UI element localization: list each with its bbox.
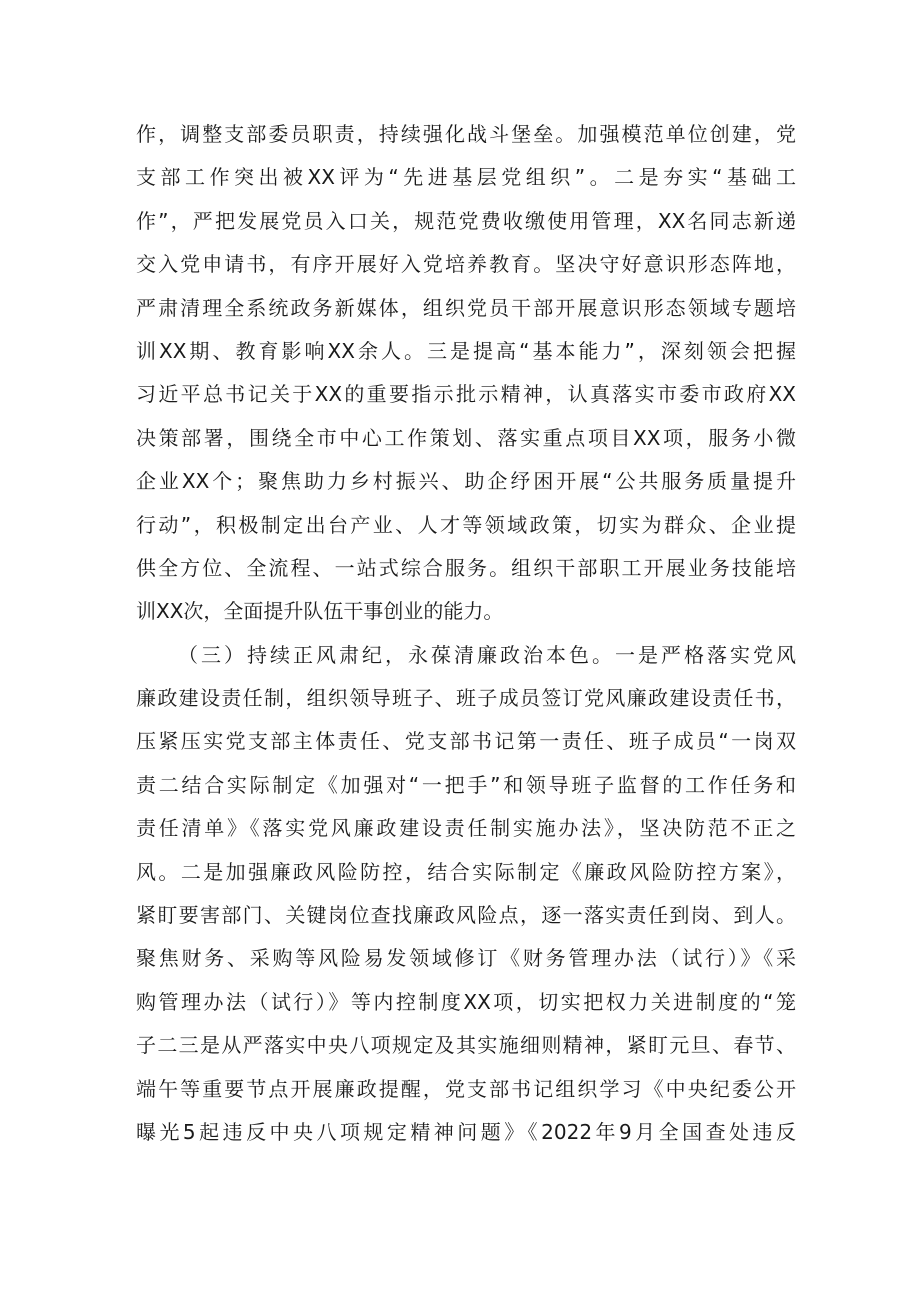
text-line: 廉政建设责任制，组织领导班子、班子成员签订党风廉政建设责任书， bbox=[136, 686, 796, 711]
text-line: 作”，严把发展党员入口关，规范党费收缴使用管理，XX名同志新递 bbox=[136, 208, 796, 233]
text-line: 曝光5起违反中央八项规定精神问题》《2022年9月全国查处违反 bbox=[136, 1119, 796, 1144]
text-line: 交入党申请书，有序开展好入党培养教育。坚决守好意识形态阵地， bbox=[136, 252, 796, 277]
text-line: 训XX期、教育影响XX余人。三是提高“基本能力”，深刻领会把握 bbox=[136, 338, 796, 363]
text-line: 严肃清理全系统政务新媒体，组织党员干部开展意识形态领域专题培 bbox=[136, 295, 796, 320]
body-text bbox=[136, 113, 796, 1154]
text-line: 责二结合实际制定《加强对“一把手”和领导班子监督的工作任务和 bbox=[136, 772, 796, 797]
text-line: 紧盯要害部门、关键岗位查找廉政风险点，逐一落实责任到岗、到人。 bbox=[136, 903, 796, 928]
text-line: 责任清单》《落实党风廉政建设责任制实施办法》，坚决防范不正之 bbox=[136, 816, 796, 841]
text-line: 风。二是加强廉政风险防控，结合实际制定《廉政风险防控方案》， bbox=[136, 859, 796, 884]
text-line: 子二三是从严落实中央八项规定及其实施细则精神，紧盯元旦、春节、 bbox=[136, 1033, 796, 1058]
section-heading-line: （三）持续正风肃纪，永葆清廉政治本色。一是严格落实党风 bbox=[178, 642, 796, 667]
text-line: 聚焦财务、采购等风险易发领域修订《财务管理办法（试行）》《采 bbox=[136, 946, 796, 971]
text-line: 训XX次，全面提升队伍干事创业的能力。 bbox=[136, 599, 504, 624]
text-line: 企业XX个；聚焦助力乡村振兴、助企纾困开展“公共服务质量提升 bbox=[136, 469, 796, 494]
text-line: 习近平总书记关于XX的重要指示批示精神，认真落实市委市政府XX bbox=[136, 382, 796, 407]
text-line: 端午等重要节点开展廉政提醒，党支部书记组织学习《中央纪委公开 bbox=[136, 1076, 796, 1101]
text-line: 购管理办法（试行）》等内控制度XX项，切实把权力关进制度的“笼 bbox=[136, 989, 796, 1014]
text-line: 作，调整支部委员职责，持续强化战斗堡垒。加强模范单位创建，党 bbox=[136, 122, 796, 146]
text-line: 行动”，积极制定出台产业、人才等领域政策，切实为群众、企业提 bbox=[136, 512, 796, 537]
text-line: 支部工作突出被XX评为“先进基层党组织”。二是夯实“基础工 bbox=[136, 165, 796, 190]
text-line: 决策部署，围绕全市中心工作策划、落实重点项目XX项，服务小微 bbox=[136, 425, 796, 450]
text-line: 供全方位、全流程、一站式综合服务。组织干部职工开展业务技能培 bbox=[136, 555, 796, 580]
text-line: 压紧压实党支部主体责任、党支部书记第一责任、班子成员“一岗双 bbox=[136, 729, 796, 754]
